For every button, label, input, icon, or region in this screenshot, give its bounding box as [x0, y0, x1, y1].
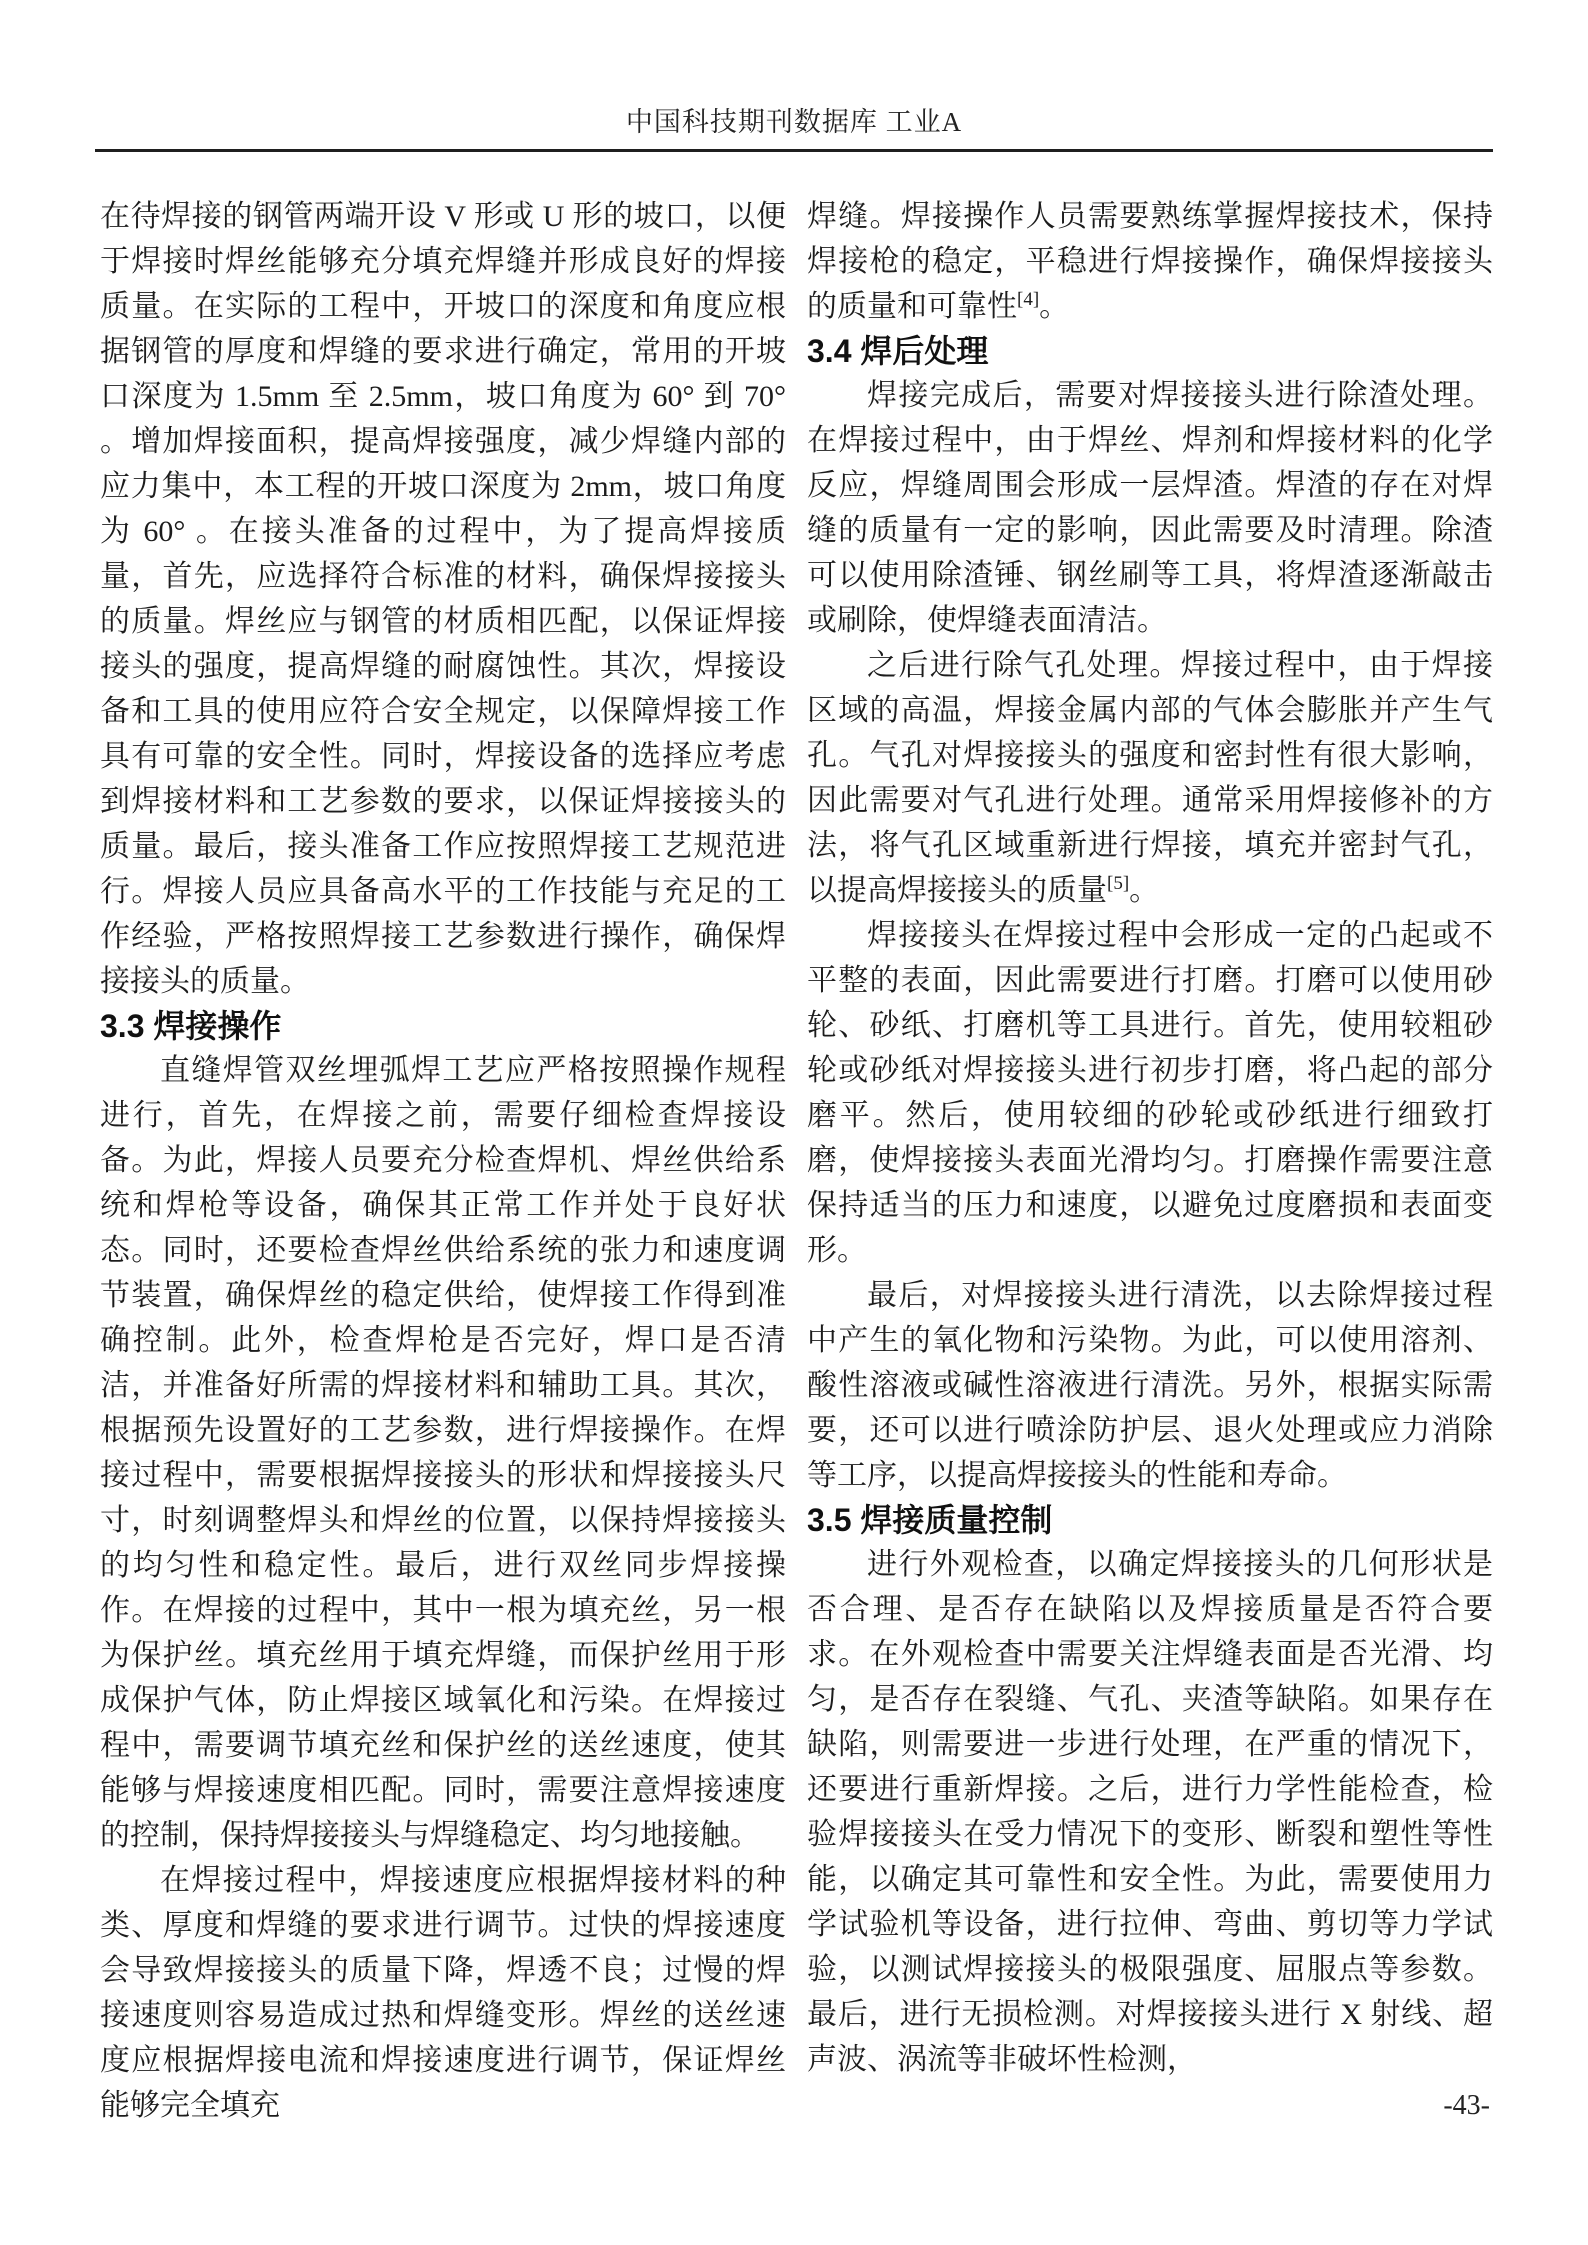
right-column	[807, 194, 1493, 2128]
citation-ref-5: [5]	[1107, 873, 1130, 894]
paragraph-slag-removal: 焊接完成后，需要对焊接接头进行除渣处理。在焊接过程中，由于焊丝、焊剂和焊接材料的化学反应，焊缝周围会形成一层焊渣。焊渣的存在对焊缝的质量有一定的影响，因此需要及时清理。除渣可以使用除渣锤、钢丝刷等工具，将焊渣逐渐敲击或刷除，使焊缝表面清洁。	[807, 379, 1493, 637]
paragraph-text: 。	[1129, 874, 1160, 907]
paragraph-continuation-reliability	[807, 194, 1493, 329]
paragraph-text: 。	[1039, 290, 1070, 323]
paragraph-welding-speed: 在焊接过程中，焊接速度应根据焊接材料的种类、厚度和焊缝的要求进行调节。过快的焊接速度会导致焊接接头的质量下降，焊透不良；过慢的焊接速度则容易造成过热和焊缝变形。焊丝的送丝速度应根据焊接电流和焊接速度进行调节，保证焊丝能够完全填充	[100, 1864, 786, 2122]
paragraph-text: 之后进行除气孔处理。焊接过程中，由于焊接区域的高温，焊接金属内部的气体会膨胀并产生气孔。气孔对焊接接头的强度和密封性有很大影响，因此需要对气孔进行处理。通常采用焊接修补的方法，将气孔区域重新进行焊接，填充并密封气孔，以提高焊接接头的质量	[807, 649, 1493, 907]
paragraph-cleaning: 最后，对焊接接头进行清洗，以去除焊接过程中产生的氧化物和污染物。为此，可以使用溶剂、酸性溶液或碱性溶液进行清洗。另外，根据实际需要，还可以进行喷涂防护层、退火处理或应力消除等工序，以提高焊接接头的性能和寿命。	[807, 1279, 1493, 1492]
page-header-title: 中国科技期刊数据库 工业A	[625, 107, 963, 137]
paragraph-porosity-treatment	[807, 643, 1493, 913]
header-divider	[95, 149, 1493, 152]
two-column-body	[100, 194, 1493, 2128]
citation-ref-4: [4]	[1017, 289, 1040, 310]
paragraph-grinding: 焊接接头在焊接过程中会形成一定的凸起或不平整的表面，因此需要进行打磨。打磨可以使用砂轮、砂纸、打磨机等工具进行。首先，使用较粗砂轮或砂纸对焊接接头进行初步打磨，将凸起的部分磨平。然后，使用较细的砂轮或砂纸进行细致打磨，使焊接接头表面光滑均匀。打磨操作需要注意保持适当的压力和速度，以避免过度磨损和表面变形。	[807, 919, 1493, 1267]
page-number: -43-	[1443, 2090, 1490, 2121]
section-heading-3-5: 3.5 焊接质量控制	[807, 1502, 1053, 1538]
paragraph-welding-operation: 直缝焊管双丝埋弧焊工艺应严格按照操作规程进行，首先，在焊接之前，需要仔细检查焊接设备。为此，焊接人员要充分检查焊机、焊丝供给系统和焊枪等设备，确保其正常工作并处于良好状态。同时，还要检查焊丝供给系统的张力和速度调节装置，确保焊丝的稳定供给，使焊接工作得到准确控制。此外，检查焊枪是否完好，焊口是否清洁，并准备好所需的焊接材料和辅助工具。其次，根据预先设置好的工艺参数，进行焊接操作。在焊接过程中，需要根据焊接接头的形状和焊接接头尺寸，时刻调整焊头和焊丝的位置，以保持焊接接头的均匀性和稳定性。最后，进行双丝同步焊接操作。在焊接的过程中，其中一根为填充丝，另一根为保护丝。填充丝用于填充焊缝，而保护丝用于形成保护气体，防止焊接区域氧化和污染。在焊接过程中，需要调节填充丝和保护丝的送丝速度，使其能够与焊接速度相匹配。同时，需要注意焊接速度的控制，保持焊接接头与焊缝稳定、均匀地接触。	[100, 1054, 786, 1852]
section-heading-3-4: 3.4 焊后处理	[807, 333, 989, 369]
section-heading-3-3: 3.3 焊接操作	[100, 1008, 282, 1044]
paragraph-text: 焊缝。焊接操作人员需要熟练掌握焊接技术，保持焊接枪的稳定，平稳进行焊接操作，确保焊接接头的质量和可靠性	[807, 200, 1493, 323]
left-column	[100, 194, 786, 2128]
paragraph-quality-control: 进行外观检查，以确定焊接接头的几何形状是否合理、是否存在缺陷以及焊接质量是否符合要求。在外观检查中需要关注焊缝表面是否光滑、均匀，是否存在裂缝、气孔、夹渣等缺陷。如果存在缺陷，则需要进一步进行处理，在严重的情况下，还要进行重新焊接。之后，进行力学性能检查，检验焊接接头在受力情况下的变形、断裂和塑性等性能，以确定其可靠性和安全性。为此，需要使用力学试验机等设备，进行拉伸、弯曲、剪切等力学试验，以测试焊接接头的极限强度、屈服点等参数。最后，进行无损检测。对焊接接头进行 X 射线、超声波、涡流等非破坏性检测，	[807, 1548, 1493, 2076]
paragraph-joint-preparation: 在待焊接的钢管两端开设 V 形或 U 形的坡口，以便于焊接时焊丝能够充分填充焊缝并形成良好的焊接质量。在实际的工程中，开坡口的深度和角度应根据钢管的厚度和焊缝的要求进行确定，常用的开坡口深度为 1.5mm 至 2.5mm，坡口角度为 60° 到 70° 。增加焊接面积，提高焊接强度，减少焊缝内部的应力集中，本工程的开坡口深度为 2mm，坡口角度为 60° 。在接头准备的过程中，为了提高焊接质量，首先，应选择符合标准的材料，确保焊接接头的质量。焊丝应与钢管的材质相匹配，以保证焊接接头的强度，提高焊缝的耐腐蚀性。其次，焊接设备和工具的使用应符合安全规定，以保障焊接工作具有可靠的安全性。同时，焊接设备的选择应考虑到焊接材料和工艺参数的要求，以保证焊接接头的质量。最后，接头准备工作应按照焊接工艺规范进行。焊接人员应具备高水平的工作技能与充足的工作经验，严格按照焊接工艺参数进行操作，确保焊接接头的质量。	[100, 200, 786, 998]
